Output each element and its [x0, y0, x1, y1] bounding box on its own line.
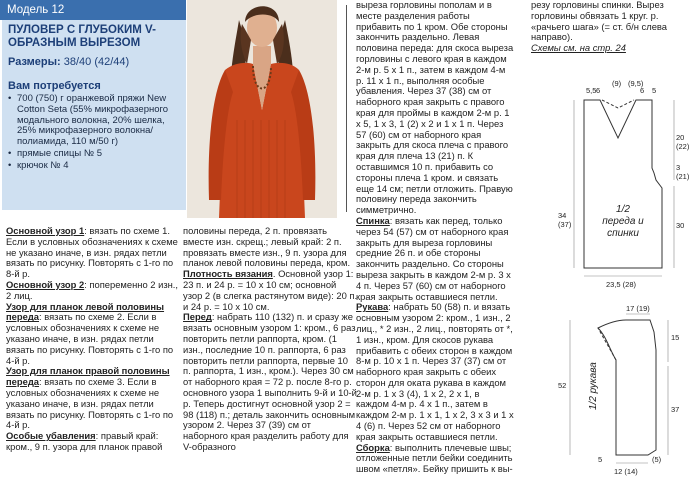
text-fragment: Рукава — [356, 301, 389, 313]
materials-item: • 700 (750) г оранжевой пряжи New Cotton Seta (55% микрофазерного модального волокна, 20% шелка, 25% микрофазерного волокна/полиамида, 110 м/50 г) — [8, 94, 184, 148]
sleeve-schema-label: 1/2 рукава — [588, 362, 599, 410]
section-main-pattern-2 — [6, 280, 179, 302]
text-fragment: 5,5 — [586, 86, 597, 95]
text-fragment: 15 — [671, 333, 680, 342]
text-fragment: Узор для планок правой половины переда — [6, 365, 170, 388]
model-photo-illustration — [187, 0, 337, 218]
text-fragment: . Основной узор 1: 23 п. и 24 р. = 10 х 10 см; основной узор 2 (в слегка растянутом виде): 20 п. и 24 р. = 10 х 10 см. — [183, 268, 358, 312]
section-assembly — [356, 443, 514, 475]
text-fragment: 34 — [558, 211, 567, 220]
column-divider — [346, 5, 347, 212]
body-schema — [556, 78, 696, 289]
instructions-column-2 — [183, 226, 358, 453]
text-fragment: Особые убавления — [6, 430, 96, 442]
materials-list — [8, 94, 184, 172]
text-fragment: Основной узор 2 — [6, 278, 85, 290]
section-main-pattern-1 — [6, 226, 179, 280]
text-fragment: 52 — [558, 381, 567, 390]
text-fragment: 5 — [598, 455, 603, 464]
text-fragment: : выполнить плечевые швы; отложенные петли бейки соединить швом «петля». Бейку пришить к вы- — [356, 441, 513, 475]
back-neck-line — [602, 100, 634, 108]
text-fragment: 6 — [640, 86, 645, 95]
text-fragment: 700 (750) г оранжевой пряжи New Cotton Seta (55% микрофазерного модального волокна, 20% шелка, 25% микрофазерного волокна/полиамида, 110 м/50 г) — [17, 93, 169, 148]
sizes-label: Размеры: — [8, 56, 61, 68]
sizes-value: 38/40 (42/44) — [63, 56, 130, 68]
body-outline — [584, 100, 662, 268]
text-fragment: крючок № 4 — [17, 159, 69, 171]
materials-item: • крючок № 4 — [8, 161, 184, 172]
model-number: Модель 12 — [7, 4, 65, 16]
text-fragment: : набрать 110 (132) п. и сразу же вязать основным узором 1: кром., 6 раз повторить петли раппорта, кром. (1 изн., последние 10 п. раппорта, 6 раз повторить петли раппорта, первые 10 п. раппорта, 1 изн., кром.). Через 30 см от наборного края = 72 р. после 8-го р. основного узора 1 выполнить 9-й и 10-й р. Теперь достигнут основной узор 2 = 98 (118) п.; деталь закончить основным узором 2. Через 37 (39) см от наборного края разделить работу для V-образного — [183, 311, 357, 452]
text-fragment: : попеременно 2 изн., 2 лиц. — [6, 278, 179, 301]
instructions-column-4 — [531, 0, 696, 54]
text-fragment: (5) — [652, 455, 662, 464]
section-special-decreases — [6, 431, 179, 453]
text-fragment: 5 — [652, 86, 657, 95]
instructions-column-1 — [6, 226, 179, 453]
text-fragment: (21) — [676, 172, 690, 181]
text-fragment: : вязать по схеме 1. Если в условных обозначениях к схеме не указано иначе, в изн. рядах петли вязать по рисунку. Повторять с 1-го по 8-й р. — [6, 225, 178, 280]
section-front — [183, 312, 358, 452]
text-fragment: 6 — [596, 86, 601, 95]
text-fragment: выреза горловины пополам и в месте разделения работы прибавить по 1 кром. Обе стороны закончить раздельно. Левая половина переда: для скоса выреза горловины с левого края в каждом 2-м р. 5 х 1 п., затем в каждом 4-м р. 11 х 1 п., выполняя особые убавления. Через 37 (38) см от наборного края закрыть с правого края для проймы в каждом 2-м р. 1 х 5, 1 х 3, 1 (2) х 2 и 1 х 1 п. Через 57 (60) см от наборного края закрыть для скоса плеча с правого края для плеча 13 (21) п. К оставшимся 10 п. прибавить со стороны плеча 1 кром. и связать еще 14 см; петли отложить. Правую половину переда закончить симметрично. — [356, 0, 514, 216]
text-fragment: 23,5 (28) — [606, 280, 637, 289]
text-fragment: Сборка — [356, 441, 390, 453]
section-left-placket — [6, 302, 179, 367]
instructions-column-3 — [356, 0, 514, 475]
text-fragment: (22) — [676, 142, 690, 151]
section-sleeves — [356, 302, 514, 442]
sizes — [8, 56, 129, 68]
text-fragment: 17 (19) — [626, 304, 650, 313]
text-fragment: : набрать 50 (58) п. и вязать основным узором 2: кром., 1 изн., 2 лиц., * 2 изн., 2 лиц., повторять от *, 1 изн., кром. Для скосов рукава прибавить с обеих сторон в каждом 8-м р. 10 х 1 п. Через 37 (37) см от наборного края закрыть с обеих сторон для оката рукава в каждом 2-м р. 1 х 3 (4), 1 х 2, 2 х 1, в каждом 4-м р. 4 х 1 п., затем в каждом 2-м р. 1 х 1, 1 х 2, 3 х 3 и 1 х 4 (6) п. Через 52 см от наборного края закрыть оставшиеся петли. — [356, 301, 514, 442]
text-fragment: 12 (14) — [614, 467, 638, 476]
section-finishing: резу горловины спинки. Вырез горловины обвязать 1 круг. р. «рачьего шага» (= ст. б/н слева направо). — [531, 0, 667, 43]
text-fragment: 30 — [676, 221, 685, 230]
text-fragment: : правый край: кром., 9 п. узора для планок правой — [6, 430, 163, 452]
text-fragment: Узор для планок левой половины переда — [6, 300, 165, 323]
text-fragment: : вязать по схеме 2. Если в условных обозначениях к схеме не указано иначе, в изн. рядах петли вязать по рисунку. Повторять с 1-го по 4-й р. — [6, 311, 174, 366]
text-fragment: (37) — [558, 220, 572, 229]
schema-reference: Схемы см. на стр. 24 — [531, 42, 626, 54]
materials-item: • прямые спицы № 5 — [8, 149, 184, 160]
section-neckline — [356, 0, 514, 216]
text-fragment: Перед — [183, 311, 212, 323]
section-back — [356, 216, 514, 302]
text-fragment: прямые спицы № 5 — [17, 147, 102, 159]
text-fragment: Спинка — [356, 214, 390, 226]
sleeve-schema — [556, 300, 696, 478]
text-fragment: половины переда, 2 п. провязать вместе изн. скрещ.; левый край: 2 п. провязать вместе изн., 9 п. узора для планок левой половины переда, кром. — [183, 225, 351, 269]
text-fragment: : вязать по схеме 3. Если в условных обозначениях к схеме не указано иначе, в изн. рядах петли вязать по рисунку. Повторять с 1-го по 4-й р. — [6, 376, 174, 431]
model-photo — [187, 0, 337, 218]
section-gauge — [183, 269, 358, 312]
text-fragment: Плотность вязания — [183, 268, 273, 280]
section-right-placket — [6, 366, 179, 431]
text-fragment: : вязать как перед, только через 54 (57) см от наборного края закрыть для выреза горловины средние 26 п. и обе стороны закончить раздельно. Со стороны выреза закрыть в каждом 2-м р. 3 х 4 п. Через 57 (60) см от наборного края закрыть оставшиеся петли. — [356, 214, 511, 302]
text-fragment: 3 — [676, 163, 681, 172]
body-schema-label: 1/2 переда и спинки — [602, 204, 644, 239]
text-fragment: 20 — [676, 133, 685, 142]
materials-heading: Вам потребуется — [8, 80, 101, 92]
sleeve-outline — [598, 320, 656, 455]
text-fragment: (9) — [612, 79, 622, 88]
text-fragment: Основной узор 1 — [6, 225, 85, 236]
section-continued — [183, 226, 358, 269]
text-fragment: 37 — [671, 405, 680, 414]
text-fragment: (9,5) — [628, 79, 644, 88]
model-header — [0, 0, 186, 20]
page-title: ПУЛОВЕР С ГЛУБОКИМ V-ОБРАЗНЫМ ВЫРЕЗОМ — [8, 24, 156, 49]
